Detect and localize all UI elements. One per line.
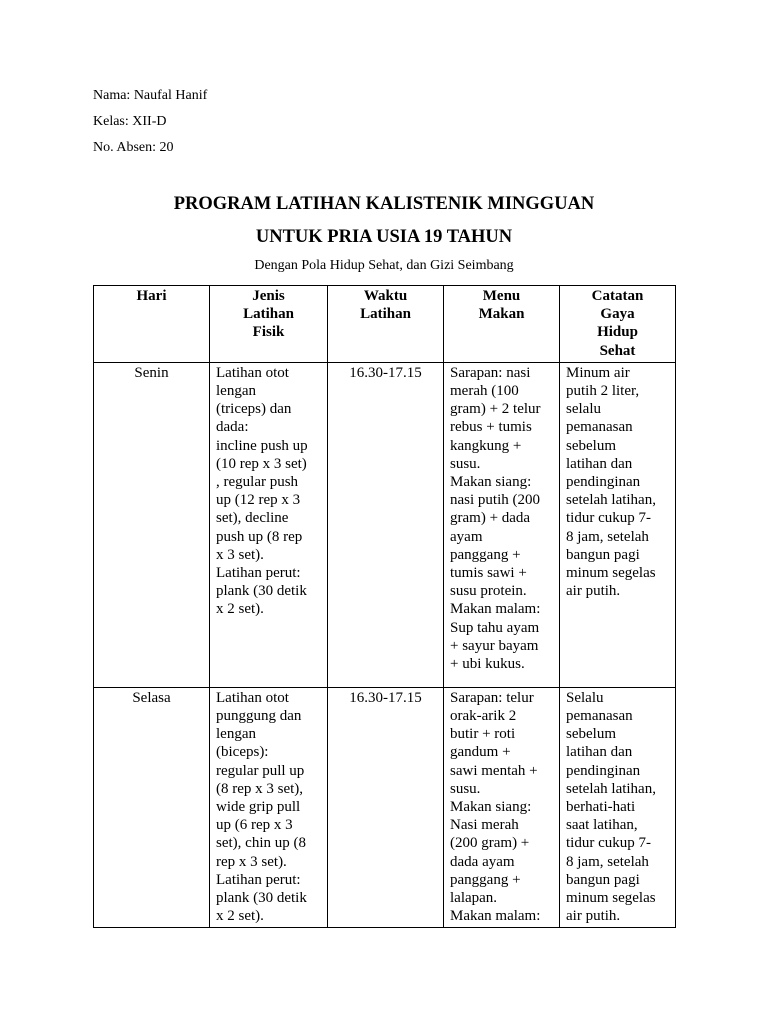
document-subtitle: Dengan Pola Hidup Sehat, dan Gizi Seimbang: [254, 258, 514, 273]
cell-text-line: air putih.: [566, 908, 621, 925]
cell-text-line: Catatan: [591, 288, 644, 304]
cell-text-line: (200 gram) +: [450, 835, 530, 852]
table-row: [94, 362, 676, 687]
cell-text-line: putih 2 liter,: [566, 383, 640, 400]
cell-text-line: (triceps) dan: [216, 401, 292, 418]
cell-menu: [444, 362, 560, 687]
cell-text-line: latihan dan: [566, 744, 633, 761]
cell-text-line: Nasi merah: [450, 817, 519, 834]
cell-text-line: up (6 rep x 3: [216, 817, 293, 834]
cell-text-line: tumis sawi +: [450, 565, 527, 582]
header-catatan: [560, 286, 676, 363]
header-menu-makan: [444, 286, 560, 363]
cell-text-line: up (12 rep x 3: [216, 492, 301, 509]
cell-text-line: pendinginan: [566, 474, 641, 491]
cell-text-line: minum segelas: [566, 890, 656, 907]
cell-text-line: selalu: [566, 401, 601, 418]
header-waktu-latihan: [328, 286, 444, 363]
cell-text-line: saat latihan,: [566, 817, 638, 834]
header-hari: [94, 286, 210, 363]
cell-text-line: Fisik: [252, 324, 285, 341]
cell-text-line: bangun pagi: [566, 871, 640, 888]
cell-time: [328, 362, 444, 687]
cell-text-line: 8 jam, setelah: [566, 853, 649, 870]
cell-text-line: Latihan: [360, 306, 411, 323]
cell-text-line: (biceps):: [216, 744, 269, 761]
table-row: [94, 687, 676, 928]
cell-text-line: pemanasan: [566, 419, 633, 436]
cell-time: [328, 687, 444, 928]
cell-text-line: Makan: [478, 306, 525, 323]
cell-text-line: orak-arik 2: [450, 708, 517, 725]
cell-text-line: sawi mentah +: [450, 762, 538, 779]
cell-text-line: panggang +: [450, 546, 521, 563]
cell-notes: [560, 362, 676, 687]
cell-text-line: (8 rep x 3 set),: [216, 780, 304, 797]
cell-text-line: setelah latihan,: [566, 492, 656, 509]
cell-text-line: punggung dan: [216, 708, 302, 725]
cell-text-line: Menu: [482, 288, 521, 304]
cell-text-line: lengan: [216, 383, 256, 400]
cell-text-line: Minum air: [566, 364, 630, 381]
cell-text-line: air putih.: [566, 583, 621, 600]
cell-text-line: minum segelas: [566, 565, 656, 582]
student-class: Kelas: XII-D: [93, 114, 167, 129]
cell-text-line: Hari: [136, 288, 167, 304]
cell-text-line: rep x 3 set).: [216, 853, 287, 870]
cell-text-line: + sayur bayam: [450, 637, 539, 654]
cell-text-line: dada:: [216, 419, 249, 436]
cell-text-line: Sehat: [599, 342, 636, 359]
cell-text-line: Gaya: [600, 306, 635, 323]
cell-text-line: Latihan perut:: [216, 871, 301, 888]
cell-text-line: x 3 set).: [216, 546, 264, 563]
student-absen: No. Absen: 20: [93, 140, 174, 155]
student-name: Nama: Naufal Hanif: [93, 88, 208, 103]
cell-text-line: push up (8 rep: [216, 528, 303, 545]
cell-text-line: pemanasan: [566, 708, 633, 725]
cell-text-line: Makan malam:: [450, 908, 541, 925]
cell-menu: [444, 687, 560, 928]
cell-text-line: susu.: [450, 455, 481, 472]
cell-text-line: panggang +: [450, 871, 521, 888]
header-jenis-latihan: [210, 286, 328, 363]
cell-text-line: 16.30-17.15: [349, 689, 422, 706]
cell-text-line: regular pull up: [216, 762, 305, 779]
cell-text-line: set), chin up (8: [216, 835, 306, 852]
cell-exercise: [210, 362, 328, 687]
cell-text-line: x 2 set).: [216, 908, 264, 925]
cell-text-line: Latihan: [243, 306, 294, 323]
cell-text-line: susu protein.: [450, 583, 527, 600]
cell-text-line: berhati-hati: [566, 799, 636, 816]
cell-text-line: gram) + dada: [450, 510, 531, 527]
cell-text-line: Latihan otot: [216, 689, 289, 706]
cell-text-line: Waktu: [363, 288, 408, 304]
cell-text-line: gram) + 2 telur: [450, 401, 541, 418]
workout-schedule-table: [93, 285, 676, 928]
cell-text-line: dada ayam: [450, 853, 515, 870]
document-title-line2: UNTUK PRIA USIA 19 TAHUN: [255, 227, 513, 247]
cell-text-line: Selasa: [132, 689, 171, 706]
cell-text-line: rebus + tumis: [450, 419, 532, 436]
cell-day: [94, 362, 210, 687]
cell-text-line: Latihan otot: [216, 364, 289, 381]
cell-text-line: Hidup: [597, 324, 638, 341]
cell-notes: [560, 687, 676, 928]
cell-text-line: tidur cukup 7-: [566, 510, 651, 527]
cell-text-line: lengan: [216, 726, 256, 743]
cell-text-line: wide grip pull: [216, 799, 301, 816]
cell-text-line: latihan dan: [566, 455, 633, 472]
cell-text-line: Jenis: [252, 288, 285, 304]
cell-text-line: Senin: [134, 364, 169, 381]
table-header-row: [94, 286, 676, 363]
cell-exercise: [210, 687, 328, 928]
cell-text-line: Sarapan: telur: [450, 689, 534, 706]
cell-text-line: , regular push: [216, 474, 299, 491]
cell-text-line: setelah latihan,: [566, 780, 656, 797]
cell-text-line: sebelum: [566, 726, 616, 743]
cell-text-line: nasi putih (200: [450, 492, 540, 509]
cell-text-line: plank (30 detik: [216, 583, 307, 600]
cell-text-line: sebelum: [566, 437, 616, 454]
cell-text-line: butir + roti: [450, 726, 516, 743]
cell-text-line: 16.30-17.15: [349, 364, 422, 381]
cell-text-line: Selalu: [566, 689, 604, 706]
cell-text-line: set), decline: [216, 510, 289, 527]
cell-text-line: gandum +: [450, 744, 511, 761]
cell-text-line: bangun pagi: [566, 546, 640, 563]
cell-text-line: merah (100: [450, 383, 519, 400]
cell-text-line: Makan malam:: [450, 601, 541, 618]
cell-text-line: plank (30 detik: [216, 890, 307, 907]
cell-day: [94, 687, 210, 928]
cell-text-line: (10 rep x 3 set): [216, 455, 307, 472]
cell-text-line: Makan siang:: [450, 474, 532, 491]
cell-text-line: Makan siang:: [450, 799, 532, 816]
cell-text-line: x 2 set).: [216, 601, 264, 618]
cell-text-line: Sup tahu ayam: [450, 619, 540, 636]
cell-text-line: susu.: [450, 780, 481, 797]
cell-text-line: + ubi kukus.: [450, 656, 525, 673]
cell-text-line: lalapan.: [450, 890, 498, 907]
cell-text-line: kangkung +: [450, 437, 522, 454]
cell-text-line: ayam: [450, 528, 483, 545]
document-title-line1: PROGRAM LATIHAN KALISTENIK MINGGUAN: [173, 194, 595, 214]
cell-text-line: 8 jam, setelah: [566, 528, 649, 545]
cell-text-line: tidur cukup 7-: [566, 835, 651, 852]
cell-text-line: Latihan perut:: [216, 565, 301, 582]
cell-text-line: Sarapan: nasi: [450, 364, 531, 381]
cell-text-line: incline push up: [216, 437, 308, 454]
cell-text-line: pendinginan: [566, 762, 641, 779]
